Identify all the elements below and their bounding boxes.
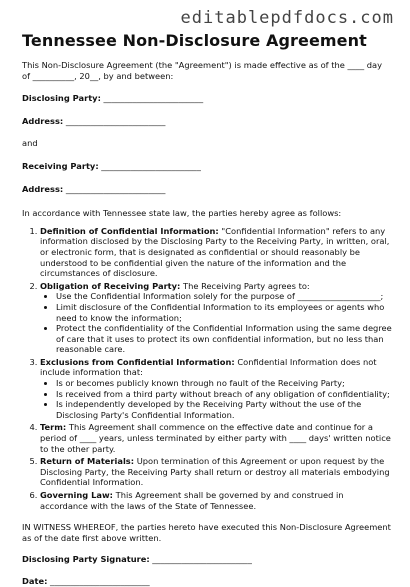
term-exclusions [40,357,392,421]
term-heading: Term: [40,422,67,433]
term-duration [40,422,392,454]
exclusion-bullets [40,378,392,420]
signature-label: Disclosing Party Signature: [22,554,150,565]
bullet-item: • Is or becomes publicly known through no fault of the Receiving Party; [56,378,392,389]
receiving-party-blank: ________________________ [98,160,201,171]
and-text: and [22,138,38,149]
term-text: "Confidential Information" refers to any information disclosed by the Disclosing Party to the Receiving Party, in written, oral, or electronic form, that is designated as confidential or should reasonably be understood to be confidential given the nature of the information and the circumstances of disclosure. [40,225,390,279]
term-text: This Agreement shall commence on the effective date and continue for a period of ____ years, unless terminated by either party with ____ days' written notice to the other party. [40,422,391,454]
obligation-bullets [40,291,392,355]
signature-field [22,554,392,565]
terms-list [22,226,392,511]
term-heading: Exclusions from Confidential Information: [40,356,235,367]
disclosing-party-blank: ________________________ [100,93,204,104]
term-obligation [40,281,392,355]
disclosing-address-blank: ________________________ [63,115,166,126]
receiving-party-field [22,161,392,172]
term-heading: Definition of Confidential Information: [40,225,219,236]
witness-paragraph: IN WITNESS WHEREOF, the parties hereto have executed this Non-Disclosure Agreement as of the date first above written. [22,522,391,543]
document-title: Tennessee Non-Disclosure Agreement [22,31,367,50]
term-text: Confidential Information does not include information that: [40,356,377,378]
disclosing-party-label: Disclosing Party: [22,93,101,104]
receiving-party-label: Receiving Party: [22,160,99,171]
bullet-item: • Use the Confidential Information solely for the purpose of ____________________; [56,291,392,302]
signature-blank: ________________________ [149,554,252,565]
receiving-address-label: Address: [22,183,64,194]
term-return-materials [40,456,392,488]
term-definition [40,226,392,279]
bullet-item: • Limit disclosure of the Confidential Information to its employees or agents who need to know the information; [56,302,392,323]
receiving-address-field [22,184,392,195]
document-page [22,31,392,587]
accord-paragraph: In accordance with Tennessee state law, the parties hereby agree as follows: [22,208,342,219]
term-heading: Return of Materials: [40,456,135,467]
date-label: Date: [22,575,48,586]
date-blank: ________________________ [47,575,150,586]
intro-paragraph: This Non-Disclosure Agreement (the "Agreement") is made effective as of the ____ day of __________, 20__, by and between: [22,60,382,81]
receiving-address-blank: ________________________ [63,183,166,194]
term-heading: Obligation of Receiving Party: [40,280,181,291]
term-text: This Agreement shall be governed by and construed in accordance with the laws of the State of Tennessee. [40,490,344,511]
term-text: The Receiving Party agrees to: [180,280,310,291]
bullet-item: • Protect the confidentiality of the Confidential Information using the same degree of care that it uses to protect its own confidential information, but no less than reasonable care. [56,323,392,355]
term-governing-law [40,490,392,511]
bullet-item: • Is received from a third party without breach of any obligation of confidentiality; [56,389,392,400]
date-field [22,576,392,587]
term-text: Upon termination of this Agreement or upon request by the Disclosing Party, the Receiving Party shall return or destroy all materials embodying Confidential Information. [40,456,390,488]
bullet-item: • Is independently developed by the Receiving Party without the use of the Disclosing Party's Confidential Information. [56,399,392,420]
site-watermark: editablepdfdocs.com [180,8,394,28]
term-heading: Governing Law: [40,490,113,500]
disclosing-party-field [22,93,392,104]
disclosing-address-label: Address: [22,115,64,126]
disclosing-address-field [22,116,392,127]
